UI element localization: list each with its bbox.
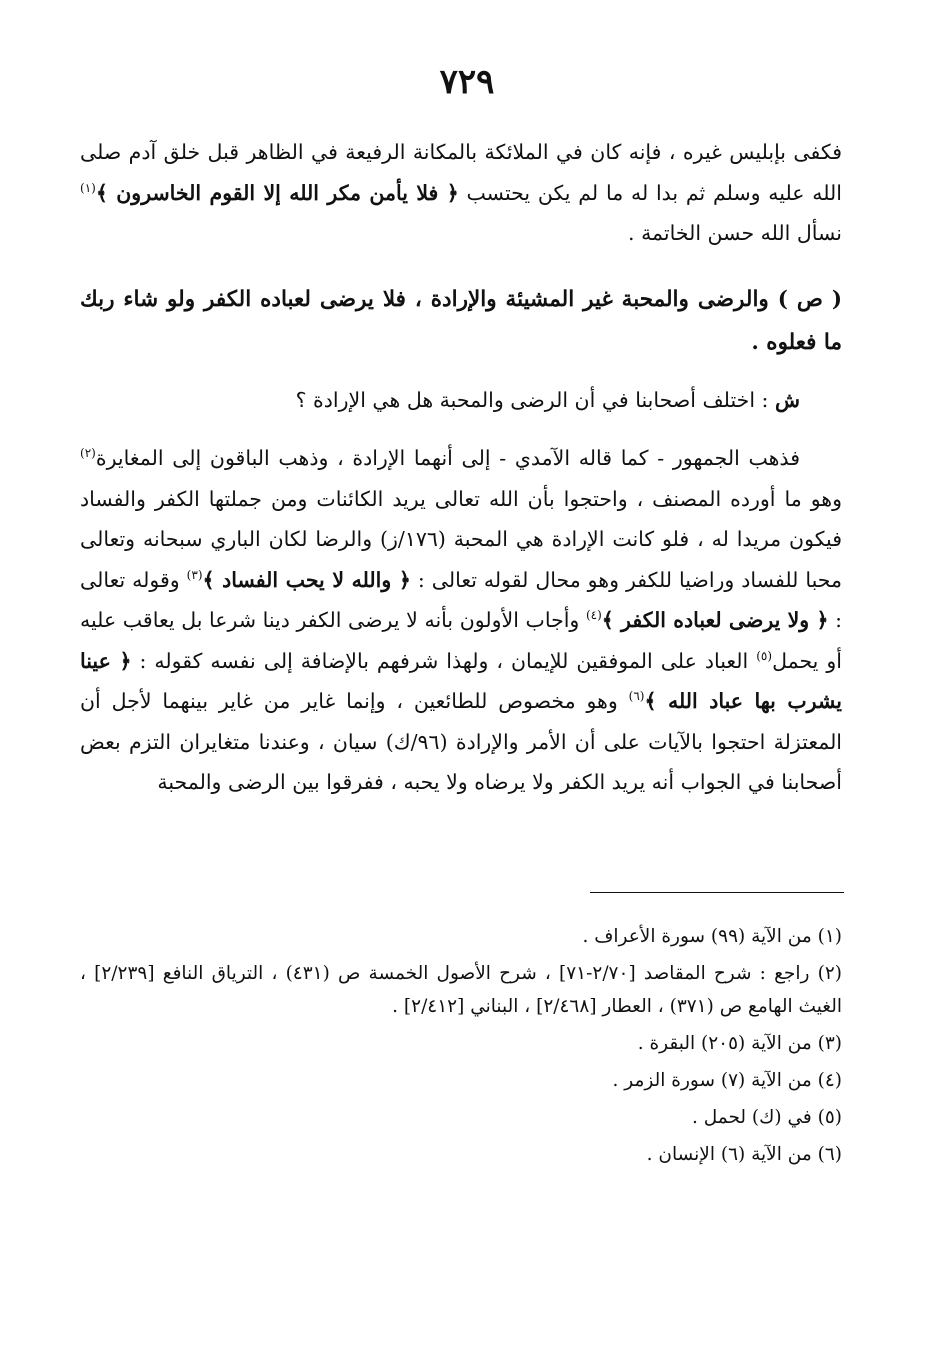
paragraph-4-text-5: العباد على الموفقين للإيمان ، ولهذا شرفهم بالإضافة إلى نفسه كقوله : — [131, 648, 757, 673]
paragraph-4-text-6: وهو مخصوص للطائعين ، وإنما غاير من غاير بينهما لأجل أن المعتزلة احتجوا بالآيات على أن الأمر والإرادة (٩٦/ك) سيان ، وعندنا متغايران التزم بعض أصحابنا في الجواب أنه يريد الكفر ولا يرضاه ولا يحبه ، ففرقوا بين الرضى والمحبة — [80, 689, 843, 794]
quran-quote-4: ﴿ عينا يشرب بها عباد الله ﴾ — [80, 648, 842, 713]
footnote-ref-4: (٤) — [585, 608, 602, 623]
paragraph-1-text-2: نسأل الله حسن الخاتمة . — [628, 221, 842, 245]
matn-paragraph: ( ص ) والرضى والمحبة غير المشيئة والإرادة ، فلا يرضى لعباده الكفر ولو شاء ربك ما فعلوه . — [80, 287, 842, 355]
footnote-separator — [590, 892, 844, 893]
paragraph-4-text-4: وأجاب الأولون بأنه لا يرضى الكفر دينا شرعا بل يعاقب عليه أو يحمل — [80, 608, 842, 673]
paragraph-1-text-1: فكفى بإبليس غيره ، فإنه كان في الملائكة بالمكانة الرفيعة في الظاهر قبل خلق آدم صلى الله عليه وسلم ثم بدا له ما لم يكن يحتسب — [80, 140, 842, 205]
paragraph-4-text-1: فذهب الجمهور - كما قاله الآمدي - إلى أنهما الإرادة ، وذهب الباقون إلى المغايرة — [95, 446, 800, 470]
paragraph-3 — [80, 380, 842, 421]
quran-quote-2: ﴿ والله لا يحب الفساد ﴾ — [202, 567, 411, 592]
footnote-ref-2: (٢) — [80, 446, 96, 461]
paragraph-4-text-2: وهو ما أورده المصنف ، واحتجوا بأن الله تعالى يريد الكائنات ومن جملتها الكفر والفساد فيكون مريدا له ، فلو كانت الإرادة هي المحبة (١٧٦/ز) والرضا لكان الباري سبحانه وتعالى محبا للفساد وراضيا للكفر وهو محال لقوله تعالى : — [80, 486, 842, 592]
footnote-5: (٥) في (ك) لحمل . — [691, 1107, 842, 1128]
footnote-4: (٤) من الآية (٧) سورة الزمر . — [612, 1070, 842, 1091]
footnote-ref-1: (١) — [80, 180, 96, 195]
paragraph-4-text-3: وقوله تعالى : — [80, 567, 842, 632]
footnote-ref-3: (٣) — [186, 567, 203, 582]
paragraph-4 — [80, 438, 842, 803]
quran-quote-1: ﴿ فلا يأمن مكر الله إلا القوم الخاسرون ﴾ — [95, 180, 459, 205]
paragraph-3-text: : اختلف أصحابنا في أن الرضى والمحبة هل هي الإرادة ؟ — [295, 388, 775, 412]
footnote-ref-6: (٦) — [628, 689, 645, 704]
page-number: ٧٢٩ — [439, 62, 495, 102]
paragraph-1 — [80, 132, 842, 254]
quran-quote-3: ﴿ ولا يرضى لعباده الكفر ﴾ — [601, 608, 829, 632]
footnote-3: (٣) من الآية (٢٠٥) البقرة . — [637, 1033, 842, 1054]
sharh-label: ش — [774, 388, 800, 412]
footnote-1: (١) من الآية (٩٩) سورة الأعراف . — [582, 926, 842, 947]
footnote-ref-5: (٥) — [756, 648, 773, 663]
footnote-2: (٢) راجع : شرح المقاصد [٢/٧٠-٧١] ، شرح الأصول الخمسة ص (٤٣١) ، الترياق النافع [٢/٢٣٩] ، الغيث الهامع ص (٣٧١) ، العطار [٢/٤٦٨] ، البناني [٢/٤١٢] . — [80, 963, 842, 1017]
footnotes — [80, 920, 842, 1175]
footnote-6: (٦) من الآية (٦) الإنسان . — [646, 1144, 842, 1165]
